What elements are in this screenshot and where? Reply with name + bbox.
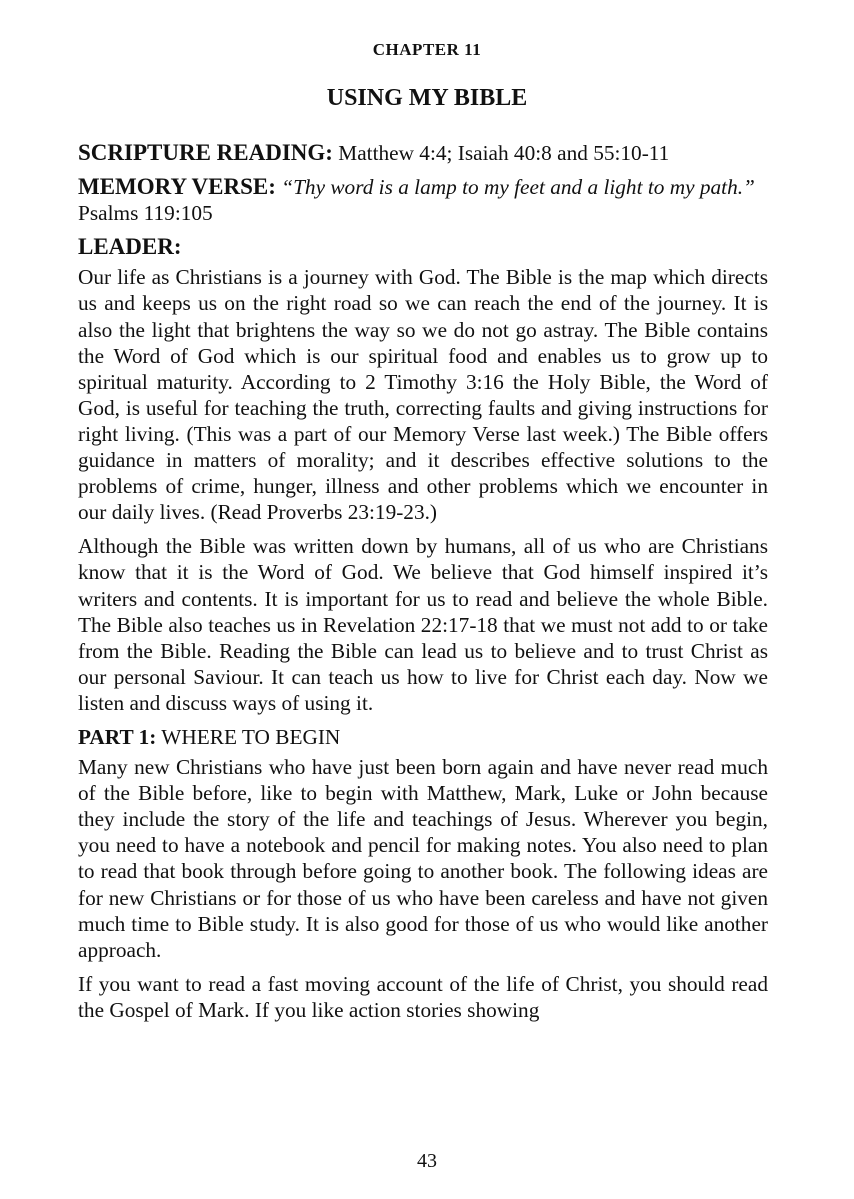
chapter-label: CHAPTER 11 — [372, 40, 482, 59]
memory-verse-line — [78, 174, 768, 226]
part1-heading — [78, 724, 768, 750]
memory-verse-quote: “Thy word is a lamp to my feet and a light to my path.” — [281, 175, 755, 200]
page-number: 43 — [417, 1150, 437, 1172]
leader-heading — [78, 234, 768, 260]
scripture-reading-text: Matthew 4:4; Isaiah 40:8 and 55:10-11 — [332, 141, 670, 165]
part1-paragraph-1: Many new Christians who have just been born again and have never read much of the Bible before, like to begin with Matthew, Mark, Luke or John because they include the story of the life and teachings of Jesus. Wherever you begin, you need to have a notebook and pencil for making notes. You also need to plan to read that book through before going to another book. The following ideas are for new Christians or for those of us who have been careless and have not given much time to Bible study. It is also good for those of us who would like another approach. — [78, 755, 768, 962]
part1-heading-text: WHERE TO BEGIN — [156, 724, 341, 749]
scripture-reading-label: SCRIPTURE READING: — [78, 140, 333, 165]
memory-verse-label: MEMORY VERSE: — [78, 174, 276, 200]
page-content — [78, 140, 768, 1023]
leader-label: LEADER: — [78, 234, 182, 260]
part1-label: PART 1: — [78, 724, 157, 749]
chapter-title: USING MY BIBLE — [326, 85, 528, 111]
scripture-reading-line — [78, 140, 768, 166]
part1-paragraph-2: If you want to read a fast moving account of the life of Christ, you should read the Gospel of Mark. If you like action stories showing — [78, 971, 768, 1022]
memory-verse-reference: Psalms 119:105 — [78, 201, 213, 226]
leader-paragraph-2: Although the Bible was written down by humans, all of us who are Christians know that it is the Word of God. We believe that God himself inspired it’s writers and contents. It is important for us to read and believe the whole Bible. The Bible also teaches us in Revelation 22:17-18 that we must not add to or take from the Bible. Reading the Bible can lead us to believe and to trust Christ as our personal Saviour. It can teach us how to live for Christ each day. Now we listen and discuss ways of using it. — [78, 534, 768, 715]
leader-paragraph-1: Our life as Christians is a journey with God. The Bible is the map which directs us and keeps us on the right road so we can reach the end of the journey. It is also the light that brightens the way so we do not go astray. The Bible contains the Word of God which is our spiritual food and enables us to grow up to spiritual maturity. According to 2 Timothy 3:16 the Holy Bible, the Word of God, is useful for teaching the truth, correcting faults and giving instructions for right living. (This was a part of our Memory Verse last week.) The Bible offers guidance in matters of morality; and it describes effective solutions to the problems of crime, hunger, illness and other problems which we encounter in our daily lives. (Read Proverbs 23:19-23.) — [78, 265, 768, 525]
